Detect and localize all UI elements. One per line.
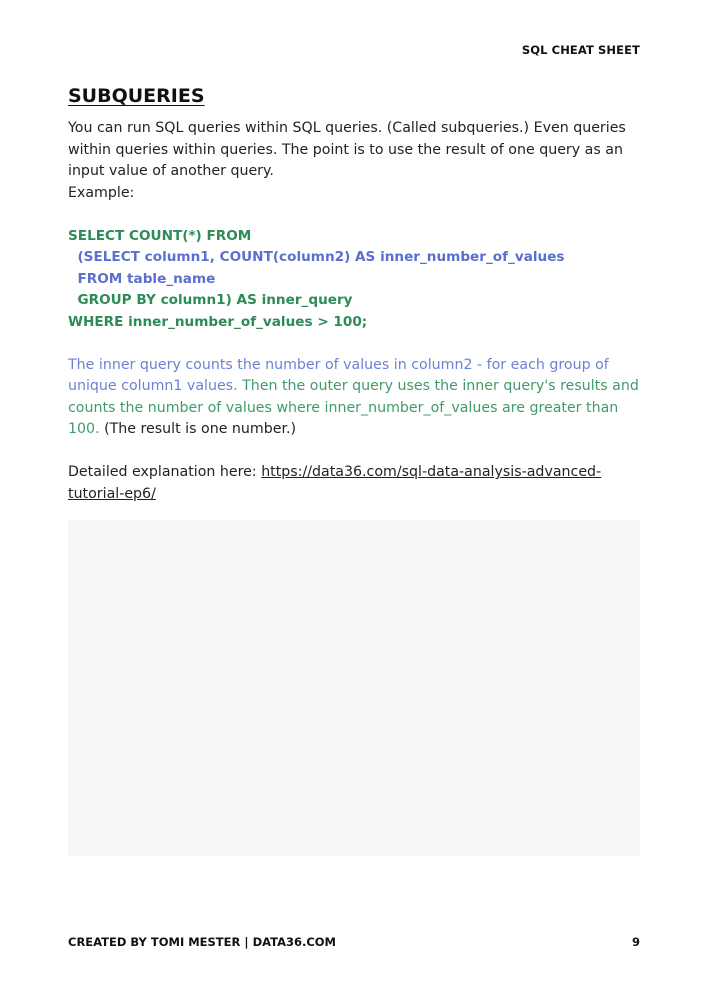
content-body: [68, 118, 640, 505]
code-line-2: (SELECT column1, COUNT(column2) AS inner_number_of_values: [68, 249, 565, 265]
description-outer: Then the outer query uses the inner query's results and counts the number of values where inner_number_of_values are greater than 100.: [68, 378, 639, 437]
code-line-3: FROM table_name: [68, 270, 216, 287]
description-paragraph: [68, 355, 640, 441]
image-placeholder: [68, 520, 640, 856]
code-line-5: WHERE inner_number_of_values > 100;: [68, 313, 368, 330]
code-line-4: GROUP BY column1) AS inner_query: [68, 292, 353, 308]
intro-paragraph: [68, 118, 640, 204]
description-inner: The inner query counts the number of values in column2 - for each group of unique column1 values.: [68, 356, 609, 394]
intro-text: You can run SQL queries within SQL queries. (Called subqueries.) Even queries within queries within queries. The point is to use the result of one query as an input value of another query.: [68, 120, 626, 179]
code-line-1: SELECT COUNT(*) FROM: [68, 227, 252, 244]
example-label: Example:: [68, 184, 135, 201]
explanation-label: Detailed explanation here:: [68, 464, 262, 480]
section-title: SUBQUERIES: [68, 85, 205, 107]
header-title: SQL CHEAT SHEET: [521, 43, 640, 57]
spacer: [68, 204, 640, 226]
explanation-link[interactable]: https://data36.com/sql-data-analysis-advanced-tutorial-ep6/: [68, 464, 602, 502]
explanation-paragraph: [68, 462, 640, 505]
page-number: 9: [631, 935, 640, 949]
description-result: (The result is one number.): [99, 421, 297, 437]
spacer: [68, 441, 640, 463]
code-block: [68, 226, 640, 334]
spacer: [68, 333, 640, 355]
footer-credit: CREATED BY TOMI MESTER | DATA36.COM: [68, 935, 337, 949]
